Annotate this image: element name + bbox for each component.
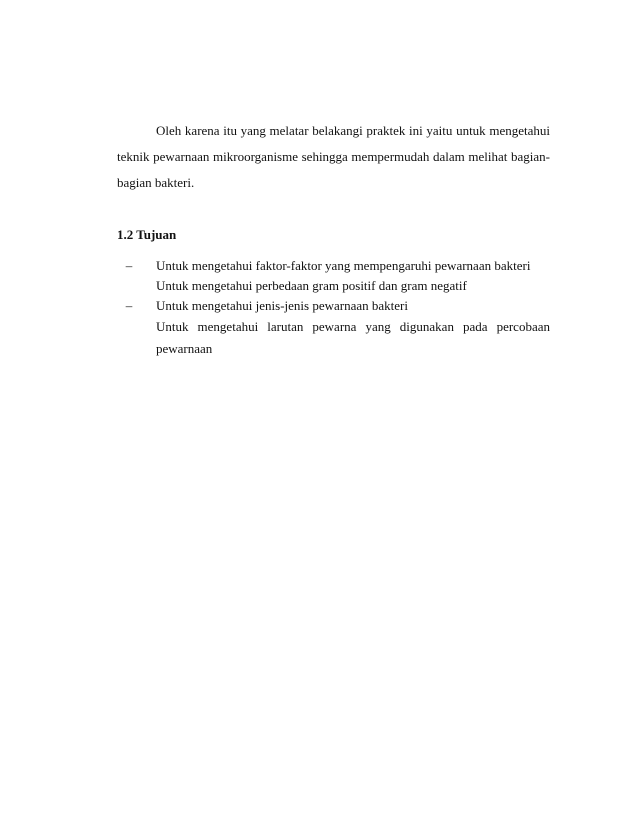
list-item-text: Untuk mengetahui jenis-jenis pewarnaan bakteri [156,298,408,313]
list-item [125,256,550,276]
list-item-text: Untuk mengetahui faktor-faktor yang mempengaruhi pewarnaan bakteri [156,258,531,273]
objectives-list [125,256,550,360]
list-item [125,296,550,316]
dash-bullet-icon: – [125,258,133,273]
list-item-text: Untuk mengetahui perbedaan gram positif dan gram negatif [156,278,467,293]
section-heading: 1.2 Tujuan [117,227,177,242]
dash-bullet-icon: – [125,298,133,313]
intro-paragraph: Oleh karena itu yang melatar belakangi praktek ini yaitu untuk mengetahui teknik pewarnaan mikroorganisme sehingga mempermudah dalam melihat bagian-bagian bakteri. [117,123,550,190]
list-item [156,276,550,296]
list-item-text: Untuk mengetahui larutan pewarna yang digunakan pada percobaan pewarnaan [156,319,550,356]
list-item [156,316,550,360]
